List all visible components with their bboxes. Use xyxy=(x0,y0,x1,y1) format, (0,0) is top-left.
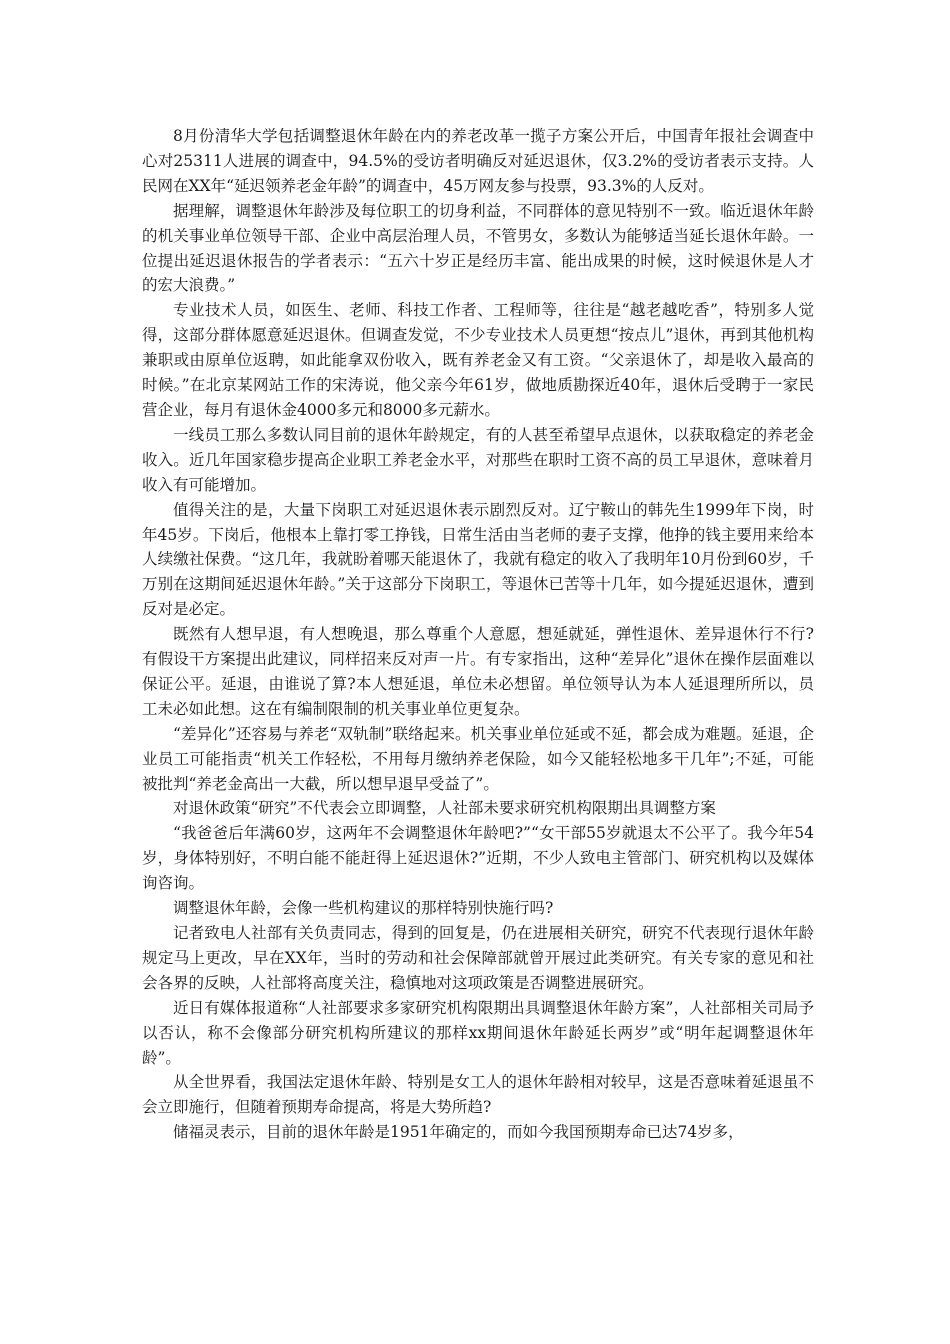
article-body xyxy=(142,124,814,1145)
paragraph: “我爸爸后年满60岁，这两年不会调整退休年龄吧?”“女干部55岁就退太不公平了。我今年54岁，身体特别好，不明白能不能赶得上延迟退休?”近期，不少人致电主管部门、研究机构以及媒体询咨询。 xyxy=(142,824,814,893)
paragraph: 记者致电人社部有关负责同志，得到的回复是，仍在进展相关研究，研究不代表现行退休年龄规定马上更改，早在XX年，当时的劳动和社会保障部就曾开展过此类研究。有关专家的意见和社会各界的反映，人社部将高度关注，稳慎地对这项政策是否调整进展研究。 xyxy=(142,924,814,992)
paragraph: 对退休政策“研究”不代表会立即调整，人社部未要求研究机构限期出具调整方案 xyxy=(173,799,716,818)
paragraph: 既然有人想早退，有人想晚退，那么尊重个人意愿，想延就延，弹性退休、差异退休行不行?有假设干方案提出此建议，同样招来反对声一片。有专家指出，这种“差异化”退休在操作层面难以保证公平。延退，由谁说了算?本人想延退，单位未必想留。单位领导认为本人延退理所所以，员工未必如此想。这在有编制限制的机关事业单位更复杂。 xyxy=(142,625,814,718)
paragraph: 专业技术人员，如医生、老师、科技工作者、工程师等，往往是“越老越吃香”，特别多人觉得，这部分群体愿意延迟退休。但调查发觉，不少专业技术人员更想“按点儿”退休，再到其他机构兼职或由原单位返聘，如此能拿双份收入，既有养老金又有工资。“父亲退休了，却是收入最高的时候。”在北京某网站工作的宋涛说，他父亲今年61岁，做地质勘探近40年，退休后受聘于一家民营企业，每月有退休金4000多元和8000多元薪水。 xyxy=(142,301,814,419)
paragraph: 据理解，调整退休年龄涉及每位职工的切身利益，不同群体的意见特别不一致。临近退休年龄的机关事业单位领导干部、企业中高层治理人员，不管男女，多数认为能够适当延长退休年龄。一位提出延迟退休报告的学者表示：“五六十岁正是经历丰富、能出成果的时候，这时候退休是人才的宏大浪费。” xyxy=(142,201,814,295)
paragraph: 值得关注的是，大量下岗职工对延迟退休表示剧烈反对。辽宁鞍山的韩先生1999年下岗，时年45岁。下岗后，他根本上靠打零工挣钱，日常生活由当老师的妻子支撑，他挣的钱主要用来给本人续缴社保费。“这几年，我就盼着哪天能退休了，我就有稳定的收入了我明年10月份到60岁，千万别在这期间延迟退休年龄。”关于这部分下岗职工，等退休已苦等十几年，如今提延迟退休，遭到反对是必定。 xyxy=(142,500,814,619)
paragraph: “差异化”还容易与养老“双轨制”联络起来。机关事业单位延或不延，都会成为难题。延退，企业员工可能指责“机关工作轻松，不用每月缴纳养老保险，如今又能轻松地多干几年”;不延，可能被批判“养老金高出一大截，所以想早退早受益了”。 xyxy=(142,724,814,793)
paragraph: 从全世界看，我国法定退休年龄、特别是女工人的退休年龄相对较早，这是否意味着延退虽不会立即施行，但随着预期寿命提高，将是大势所趋? xyxy=(142,1073,814,1117)
paragraph: 储福灵表示，目前的退休年龄是1951年确定的，而如今我国预期寿命已达74岁多， xyxy=(173,1123,744,1142)
paragraph: 一线员工那么多数认同目前的退休年龄规定，有的人甚至希望早点退休，以获取稳定的养老金收入。近几年国家稳步提高企业职工养老金水平，对那些在职时工资不高的员工早退休，意味着月收入有可能增加。 xyxy=(142,425,814,494)
paragraph: 近日有媒体报道称“人社部要求多家研究机构限期出具调整退休年龄方案”，人社部相关司局予以否认，称不会像部分研究机构所建议的那样xx期间退休年龄延长两岁”或“明年起调整退休年龄”。 xyxy=(142,998,814,1067)
paragraph: 8月份清华大学包括调整退休年龄在内的养老改革一揽子方案公开后，中国青年报社会调查中心对25311人进展的调查中，94.5%的受访者明确反对延迟退休，仅3.2%的受访者表示支持。人民网在XX年“延迟领养老金年龄”的调查中，45万网友参与投票，93.3%的人反对。 xyxy=(142,127,814,195)
paragraph: 调整退休年龄，会像一些机构建议的那样特别快施行吗? xyxy=(173,899,554,918)
